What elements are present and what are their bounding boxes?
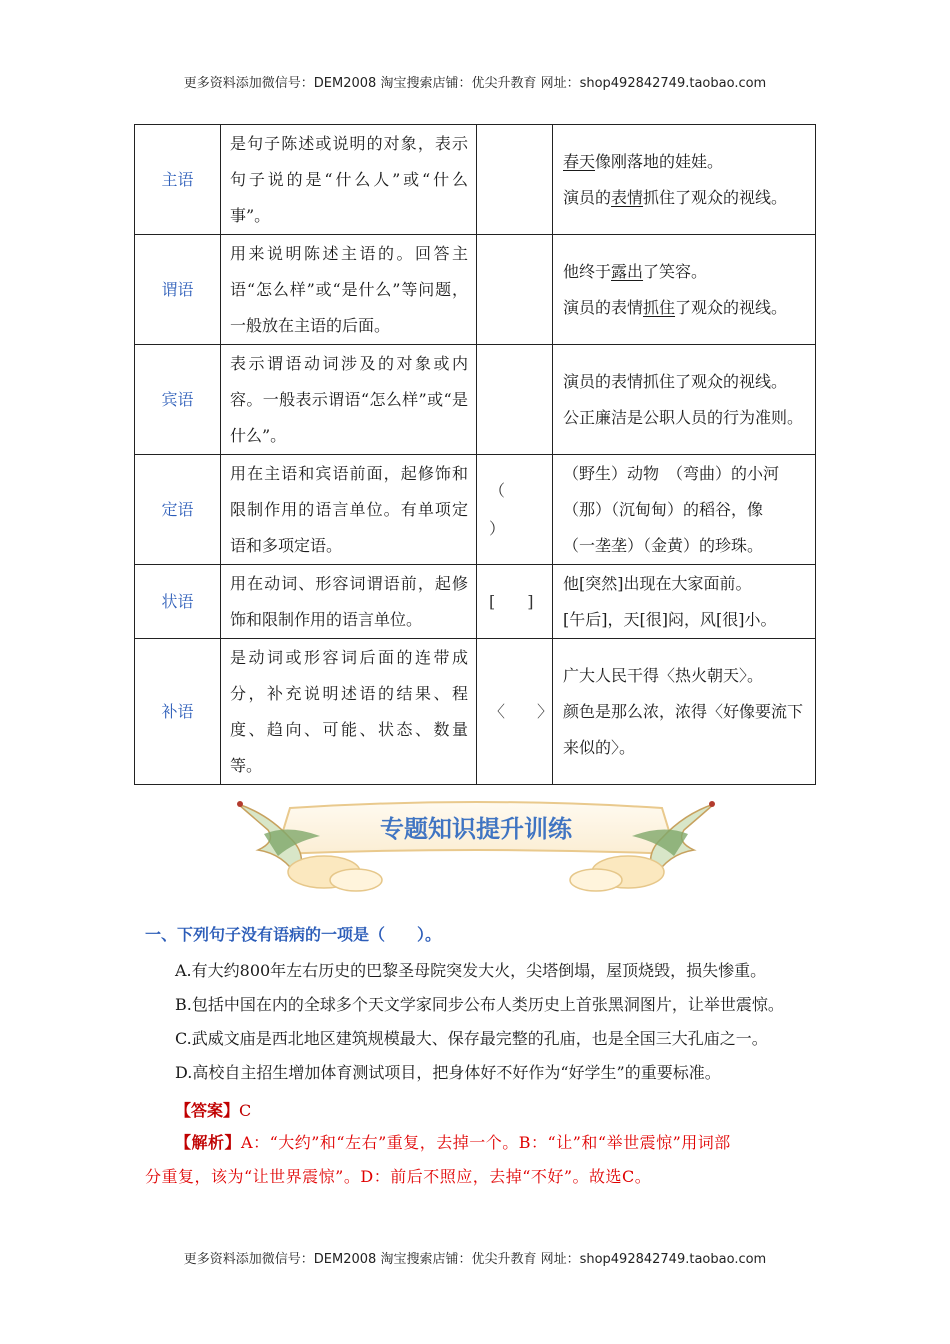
example-line: （那）（沉甸甸）的稻谷，像 — [563, 499, 764, 519]
mark-open: （ — [489, 480, 506, 500]
table-row — [135, 125, 816, 235]
term-cell: 补语 — [135, 639, 221, 785]
option-c: C.武威文庙是西北地区建筑规模最大、保存最完整的孔庙，也是全国三大孔庙之一。 — [175, 1029, 768, 1048]
analysis — [145, 1126, 815, 1194]
cloud-icon — [288, 856, 664, 891]
mark-cell — [477, 125, 553, 235]
example-line: 颜色是那么浓，浓得〈好像要流下来似的〉。 — [563, 701, 804, 757]
mark-close: ） — [489, 518, 506, 538]
example-line: 演员的表情抓住了观众的视线。 — [563, 297, 788, 317]
example-line: 他终于露出了笑容。 — [563, 261, 708, 281]
example-cell — [553, 455, 816, 565]
mark-cell: 〈 〉 — [477, 639, 553, 785]
example-cell — [553, 565, 816, 639]
term-cell: 状语 — [135, 565, 221, 639]
table-row — [135, 639, 816, 785]
answer-label: 【答案】 — [175, 1101, 240, 1120]
desc-cell: 表示谓语动词涉及的对象或内容。一般表示谓语“怎么样”或“是什么”。 — [221, 345, 477, 455]
banner-title: 专题知识提升训练 — [380, 815, 572, 843]
page-footer: 更多资料添加微信号：DEM2008 淘宝搜索店铺：优尖升教育 网址：shop492842749.taobao.com — [183, 1252, 767, 1267]
example-line: （野生）动物 （弯曲）的小河 — [563, 463, 780, 483]
example-cell — [553, 639, 816, 785]
example-cell — [553, 345, 816, 455]
table-row — [135, 345, 816, 455]
example-line: 广大人民干得〈热火朝天〉。 — [563, 665, 764, 685]
example-line: （一垄垄）（金黄）的珍珠。 — [563, 535, 764, 555]
term-cell: 宾语 — [135, 345, 221, 455]
section-banner — [228, 794, 724, 894]
table-row — [135, 565, 816, 639]
example-cell — [553, 235, 816, 345]
grammar-table — [134, 124, 816, 785]
analysis-label: 【解析】 — [175, 1133, 242, 1152]
analysis-line: A：“大约”和“左右”重复，去掉一个。B：“让”和“举世震惊”用词部 — [241, 1133, 731, 1152]
answer — [175, 1098, 251, 1121]
table-row — [135, 235, 816, 345]
desc-cell: 用来说明陈述主语的。回答主语“怎么样”或“是什么”等问题，一般放在主语的后面。 — [221, 235, 477, 345]
term-cell: 主语 — [135, 125, 221, 235]
analysis-line: 分重复，该为“让世界震惊”。D：前后不照应，去掉“不好”。故选C。 — [145, 1167, 652, 1186]
term-cell: 谓语 — [135, 235, 221, 345]
mark-cell: [ ] — [477, 565, 553, 639]
example-cell — [553, 125, 816, 235]
term-cell: 定语 — [135, 455, 221, 565]
desc-cell: 用在动词、形容词谓语前，起修饰和限制作用的语言单位。 — [221, 565, 477, 639]
example-line: 演员的表情抓住了观众的视线。 — [563, 371, 788, 391]
mark-cell — [477, 455, 553, 565]
page-header: 更多资料添加微信号：DEM2008 淘宝搜索店铺：优尖升教育 网址：shop492842749.taobao.com — [183, 76, 767, 91]
example-line: 他[突然]出现在大家面前。 — [563, 573, 752, 593]
example-line: 演员的表情抓住了观众的视线。 — [563, 187, 788, 207]
table-row — [135, 455, 816, 565]
option-a: A.有大约800年左右历史的巴黎圣母院突发大火，尖塔倒塌，屋顶烧毁，损失惨重。 — [175, 961, 767, 980]
answer-value: C — [239, 1101, 252, 1120]
desc-cell: 是动词或形容词后面的连带成分，补充说明述语的结果、程度、趋向、可能、状态、数量等。 — [221, 639, 477, 785]
option-b: B.包括中国在内的全球多个天文学家同步公布人类历史上首张黑洞图片，让举世震惊。 — [175, 995, 784, 1014]
mark-cell — [477, 235, 553, 345]
desc-cell: 是句子陈述或说明的对象，表示句子说的是“什么人”或“什么事”。 — [221, 125, 477, 235]
example-line: 春天像刚落地的娃娃。 — [563, 151, 724, 171]
desc-cell: 用在主语和宾语前面，起修饰和限制作用的语言单位。有单项定语和多项定语。 — [221, 455, 477, 565]
example-line: 公正廉洁是公职人员的行为准则。 — [563, 407, 804, 427]
question-stem: 一、下列句子没有语病的一项是（ ）。 — [145, 925, 442, 944]
example-line: [午后]，天[很]闷，风[很]小。 — [563, 609, 777, 629]
option-d: D.高校自主招生增加体育测试项目，把身体好不好作为“好学生”的重要标准。 — [175, 1063, 721, 1082]
mark-cell — [477, 345, 553, 455]
